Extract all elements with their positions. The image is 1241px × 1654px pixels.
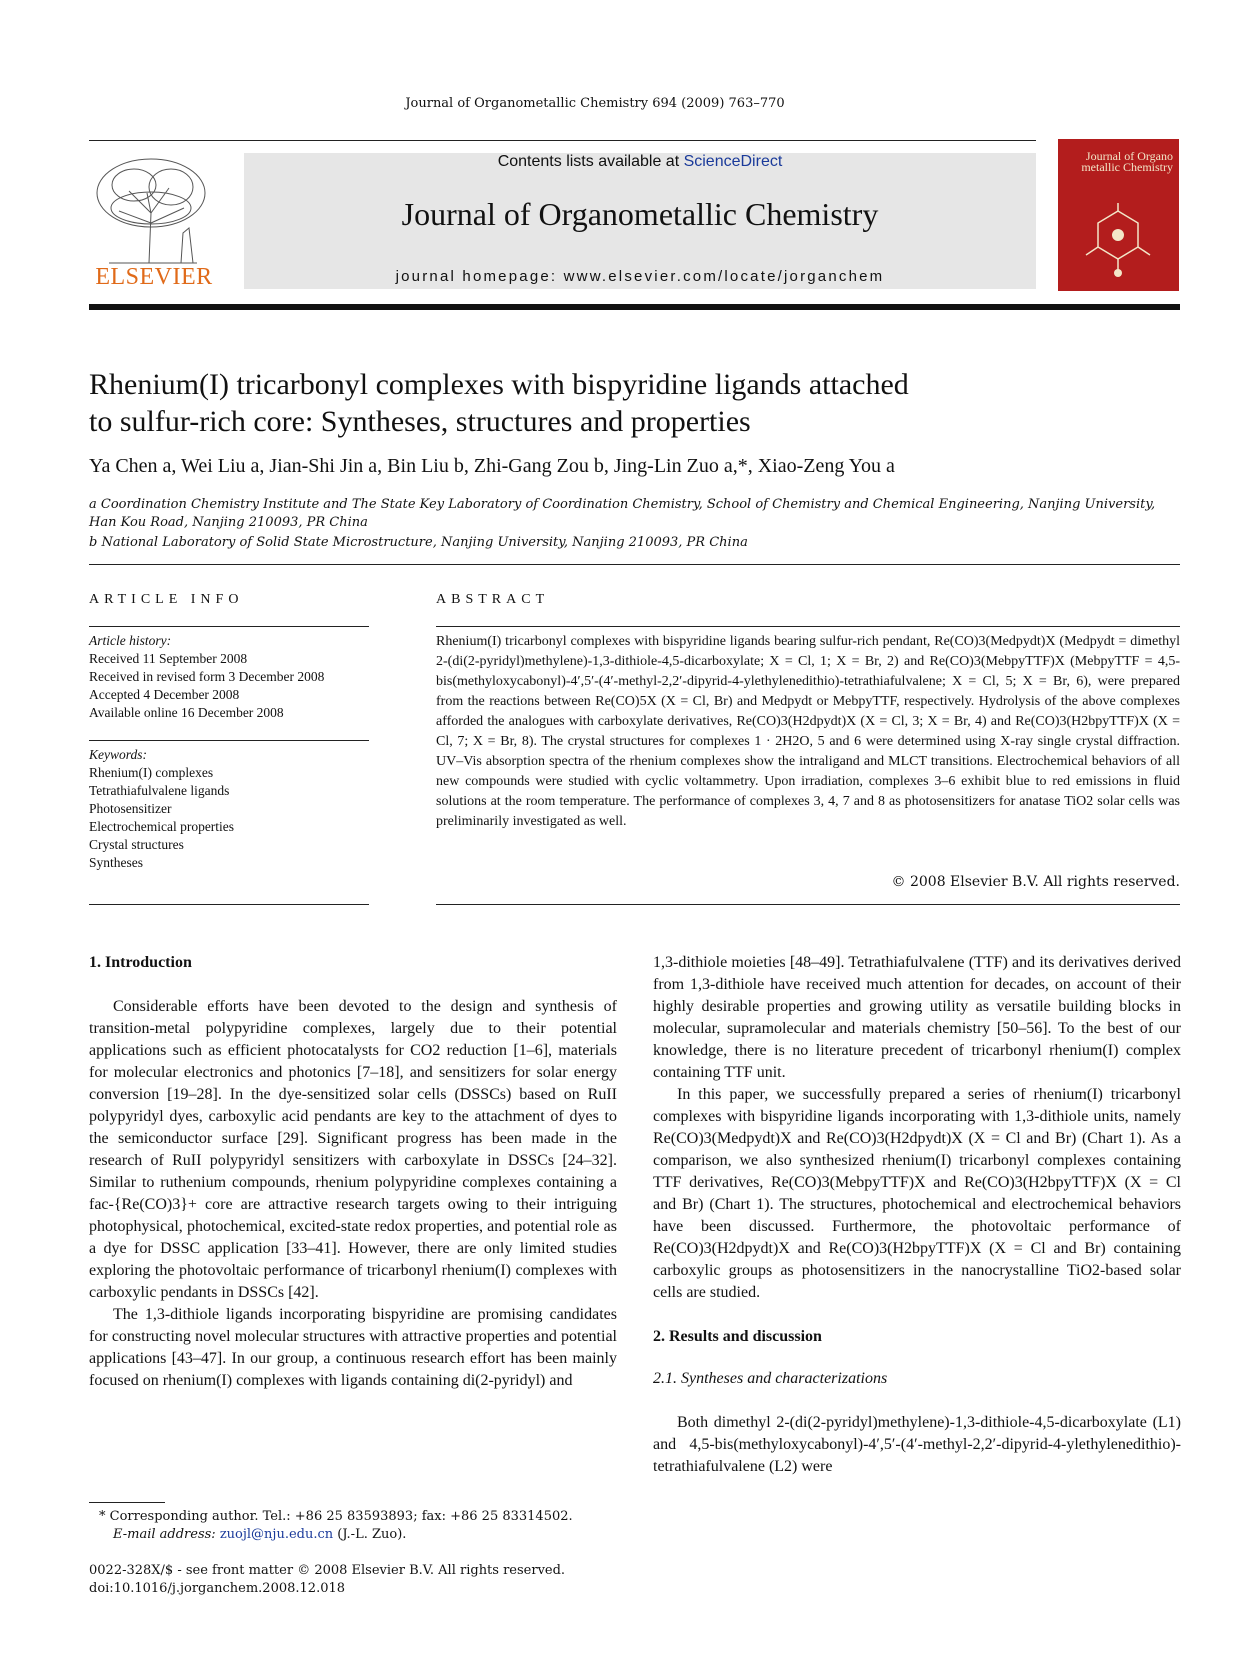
right-paragraph-3: Both dimethyl 2-(di(2-pyridyl)methylene)-1,3-dithiole-4,5-dicarboxylate (L1) and 4,5-bis(methyloxycabonyl)-4′,5′-(4′-methyl-2,2′-dipyrid-4-ylethylenedithio)-tetrathiafulvalene (L2) were	[653, 1414, 1181, 1475]
results-heading: 2. Results and discussion	[653, 1328, 822, 1345]
intro-heading: 1. Introduction	[89, 954, 192, 971]
revised-date: Received in revised form 3 December 2008	[89, 669, 325, 684]
right-column	[653, 952, 1181, 1478]
right-paragraph-1: 1,3-dithiole moieties [48–49]. Tetrathiafulvalene (TTF) and its derivatives derived from 1,3-dithiole have received much attention for decades, on account of their highly desirable properties and growing utility as versatile building blocks in molecular, supramolecular and materials chemistry [50–56]. To the best of our knowledge, there is no literature precedent of tricarbonyl rhenium(I) complex containing TTF unit.	[653, 954, 1181, 1081]
history-label: Article history:	[89, 633, 172, 648]
intro-paragraph-2: The 1,3-dithiole ligands incorporating bispyridine are promising candidates for constructing novel molecular structures with attractive properties and potential applications [43–47]. In our group, a continuous research effort has been mainly focused on rhenium(I) complexes with ligands containing di(2-pyridyl) and	[89, 1306, 617, 1389]
online-date: Available online 16 December 2008	[89, 705, 284, 720]
keyword-item: Photosensitizer	[89, 801, 172, 816]
email-link[interactable]: zuojl@nju.edu.cn	[219, 1527, 334, 1542]
contents-prefix: Contents lists available at	[497, 153, 684, 170]
journal-homepage[interactable]: journal homepage: www.elsevier.com/locate/jorganchem	[395, 268, 885, 285]
email-label: E-mail address:	[113, 1527, 220, 1542]
abstract-text: Rhenium(I) tricarbonyl complexes with bispyridine ligands bearing sulfur-rich pendant, Re(CO)3(Medpydt)X (Medpydt = dimethyl 2-(di(2-pyridyl)methylene)-1,3-dithiole-4,5-dicarboxylate; X = Cl, 1; X = Br, 2) and Re(CO)3(MebpyTTF)X (MebpyTTF = 4,5-bis(methyloxycabonyl)-4′,5′-(4′-methyl-2,2′-dipyrid-4-ylethylenedithio)-tetrathiafulvalene; X = Cl, 5; X = Br, 6), were prepared from the reactions between Re(CO)5X (X = Cl, Br) and Medpydt or MebpyTTF, respectively. Hydrolysis of the above complexes afforded the analogues with carboxylate derivatives, Re(CO)3(H2dpydt)X (X = Cl, 3; X = Br, 4) and Re(CO)3(H2bpyTTF)X (X = Cl, 7; X = Br, 8). The crystal structures for complexes 1 · 2H2O, 5 and 6 were determined using X-ray single crystal diffraction. UV–Vis absorption spectra of the rhenium complexes show the intraligand and MLCT transitions. Electrochemical behaviors of all new compounds were studied with cyclic voltammetry. Upon irradiation, complexes 3–6 exhibit blue to red emissions in fluid solutions at the room temperature. The performance of complexes 3, 4, 7 and 8 as photosensitizers for anatase TiO2 solar cells was preliminarily investigated as well.	[436, 634, 1180, 829]
affiliation-a	[89, 496, 1180, 532]
accepted-date: Accepted 4 December 2008	[89, 687, 240, 702]
sciencedirect-link[interactable]: ScienceDirect	[683, 153, 783, 170]
affiliation-a-line2: Han Kou Road, Nanjing 210093, PR China	[89, 515, 368, 530]
keyword-item: Crystal structures	[89, 837, 184, 852]
journal-citation: Journal of Organometallic Chemistry 694 (2009) 763–770	[405, 96, 785, 111]
info-bottom-rule	[89, 904, 369, 905]
cover-title: Journal of Organo metallic Chemistry	[1081, 149, 1173, 174]
contents-line	[244, 153, 1036, 171]
email-note	[113, 1526, 641, 1544]
header-thick-rule	[89, 304, 1180, 310]
abstract-bottom-rule	[436, 904, 1180, 905]
email-suffix: (J.-L. Zuo).	[333, 1527, 407, 1542]
corresponding-author-note: * Corresponding author. Tel.: +86 25 83593893; fax: +86 25 83314502.	[99, 1509, 573, 1524]
right-paragraph-2: In this paper, we successfully prepared a series of rhenium(I) tricarbonyl complexes with bispyridine ligands incorporating with 1,3-dithiole units, namely Re(CO)3(Medpydt)X and Re(CO)3(H2dpydt)X (X = Cl and Br) (Chart 1). As a comparison, we also synthesized rhenium(I) tricarbonyl complexes containing TTF derivatives, Re(CO)3(MebpyTTF)X and Re(CO)3(H2bpyTTF)X (X = Cl and Br) (Chart 1). The structures, photochemical and electrochemical behaviors have been discussed. Furthermore, the photovoltaic performance of Re(CO)3(H2dpydt)X and Re(CO)3(H2bpyTTF)X (X = Cl and Br) containing carboxylic groups as photosensitizers in the nanocrystalline TiO2-based solar cells are studied.	[653, 1086, 1181, 1301]
keyword-item: Syntheses	[89, 855, 143, 870]
abstract-rule	[436, 626, 1180, 627]
title-line-2: to sulfur-rich core: Syntheses, structures and properties	[89, 405, 751, 438]
footnote-rule	[89, 1502, 165, 1503]
keywords-label: Keywords:	[89, 747, 147, 762]
keyword-item: Rhenium(I) complexes	[89, 765, 214, 780]
article-info-heading: ARTICLE INFO	[89, 592, 244, 607]
article-title	[89, 366, 1089, 440]
keywords-rule	[89, 740, 369, 741]
left-column	[89, 952, 617, 1392]
abstract-heading: ABSTRACT	[436, 592, 550, 607]
journal-cover-image	[1058, 139, 1179, 291]
keyword-item: Electrochemical properties	[89, 819, 235, 834]
cover-molecule-graphic	[1078, 201, 1158, 281]
affiliation-a-line1: a Coordination Chemistry Institute and The State Key Laboratory of Coordination Chemistry, School of Chemistry and Chemical Engineering, Nanjing University,	[89, 497, 1156, 512]
intro-paragraph-1: Considerable efforts have been devoted to the design and synthesis of transition-metal polypyridine complexes, largely due to their potential applications such as efficient photocatalysts for CO2 reduction [1–6], materials for molecular electronics and photonics [7–18], and sensitizers for solar energy conversion [19–28]. In the dye-sensitized solar cells (DSSCs) based on RuII polypyridyl dyes, carboxylic acid pendants are key to the attachment of dyes to the semiconductor surface [29]. Significant progress has been made in the research of RuII polypyridyl sensitizers with carboxylate in DSSCs [24–32]. Similar to ruthenium compounds, rhenium polypyridine complexes containing a fac-{Re(CO)3}+ core are attractive research targets owing to their intriguing photophysical, photochemical, excited-state redox properties, and potential role as a dye for DSSC application [33–41]. However, there are only limited studies exploring the photovoltaic performance of tricarbonyl rhenium(I) complexes with carboxylic pendants in DSSCs [42].	[89, 998, 617, 1301]
doi-line[interactable]: doi:10.1016/j.jorganchem.2008.12.018	[89, 1581, 346, 1596]
article-info-rule	[89, 626, 369, 627]
received-date: Received 11 September 2008	[89, 651, 248, 666]
keywords-block	[89, 746, 369, 872]
journal-title: Journal of Organometallic Chemistry	[401, 196, 879, 232]
copyright-notice: © 2008 Elsevier B.V. All rights reserved.	[891, 874, 1180, 890]
syntheses-subheading: 2.1. Syntheses and characterizations	[653, 1370, 888, 1387]
issn-line: 0022-328X/$ - see front matter © 2008 Elsevier B.V. All rights reserved.	[89, 1563, 566, 1578]
keyword-item: Tetrathiafulvalene ligands	[89, 783, 230, 798]
section-rule	[89, 564, 1180, 565]
author-list: Ya Chen a, Wei Liu a, Jian-Shi Jin a, Bin Liu b, Zhi-Gang Zou b, Jing-Lin Zuo a,*, Xiao-Zeng You a	[89, 455, 895, 477]
article-history	[89, 632, 369, 722]
publisher-logo-text: ELSEVIER	[95, 264, 213, 290]
affiliation-b: b National Laboratory of Solid State Microstructure, Nanjing University, Nanjing 210093, PR China	[89, 535, 748, 550]
title-line-1: Rhenium(I) tricarbonyl complexes with bispyridine ligands attached	[89, 368, 909, 401]
header-rule	[89, 140, 1036, 141]
